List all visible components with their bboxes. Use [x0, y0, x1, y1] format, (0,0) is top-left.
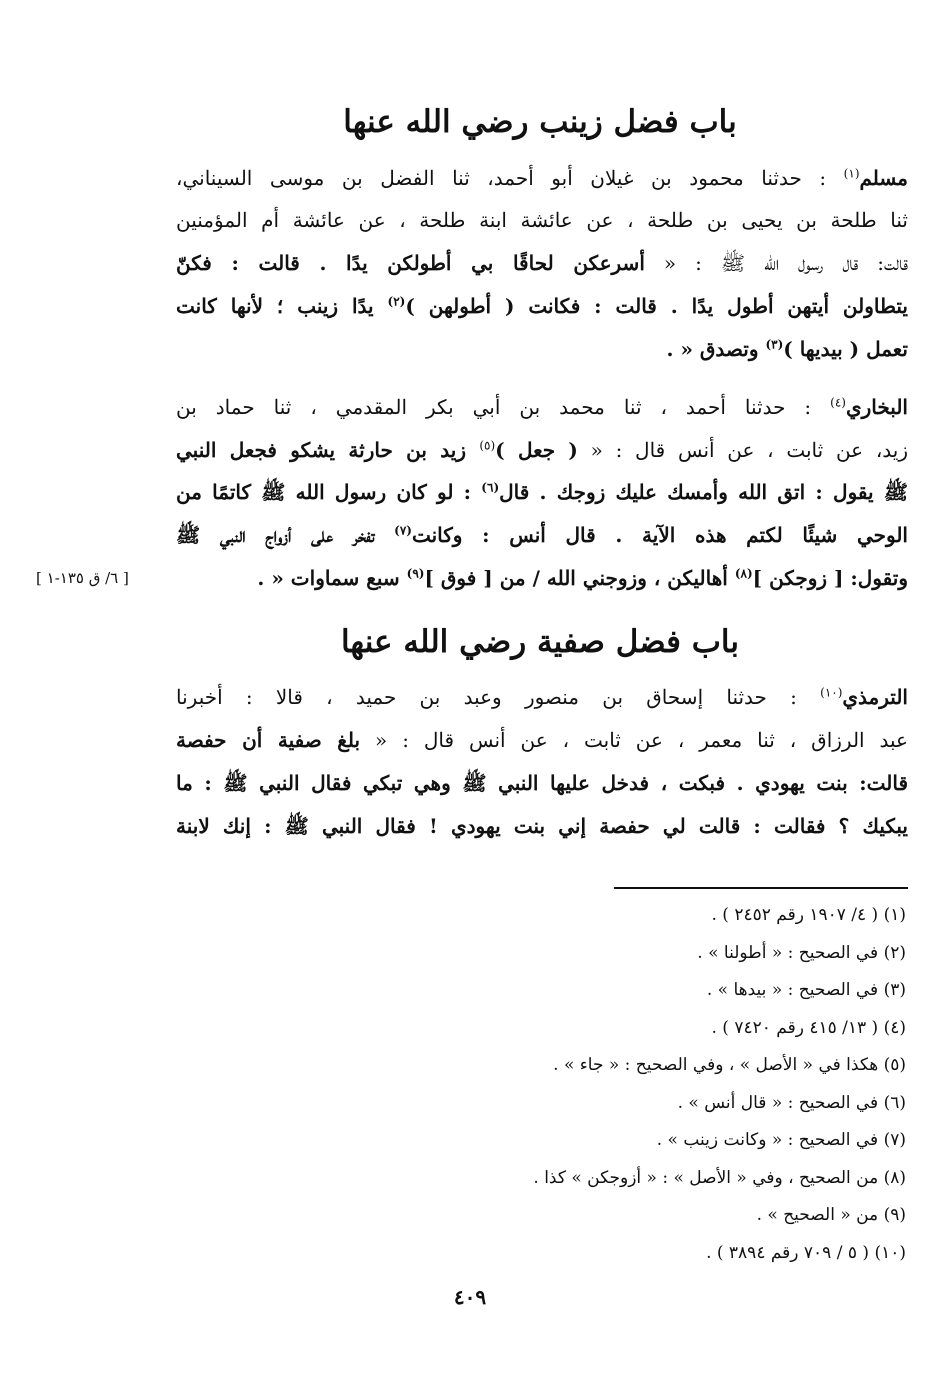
- text-line: [176, 430, 908, 470]
- footnote: (٢) في الصحيح : « أطولنا » .: [697, 943, 906, 963]
- section-heading-safiyya: باب فضل صفية رضي الله عنها: [340, 624, 740, 660]
- footnote: (٥) هكذا في « الأصل » ، وفي الصحيح : « جاء » .: [553, 1055, 906, 1075]
- footnote: (٩) من « الصحيح » .: [756, 1205, 906, 1225]
- text-segment: : حدثنا أحمد ، ثنا محمد بن أبي بكر المقدمي ، ثنا حماد بن: [176, 395, 831, 419]
- footnote: (٦) في الصحيح : « قال أنس » .: [677, 1093, 906, 1113]
- text-line: [176, 558, 908, 598]
- text-line: [176, 243, 908, 283]
- text-line: [176, 720, 908, 760]
- text-line: [176, 806, 908, 846]
- text-segment: ثنا طلحة بن يحيى بن طلحة ، عن عائشة ابنة طلحة ، عن عائشة أم المؤمنين: [176, 208, 908, 232]
- text-line: [176, 677, 908, 717]
- text-segment: زيد، عن ثابت ، عن أنس قال : «: [577, 438, 909, 462]
- narrator-name: مسلم: [859, 166, 908, 190]
- hadith-text: يبكيك ؟ فقالت : قالت لي حفصة إني بنت يهودي ! فقال النبي ﷺ : إنك لابنة: [176, 814, 908, 838]
- text-segment: : حدثنا محمود بن غيلان أبو أحمد، ثنا الفضل بن موسى السيناني،: [176, 166, 844, 190]
- hadith-text: تعمل ( بيديها ): [783, 337, 908, 361]
- footnote: (٧) في الصحيح : « وكانت زينب » .: [656, 1130, 906, 1150]
- footnote-marker: (٦): [481, 480, 500, 495]
- footnote: (٣) في الصحيح : « بيدها » .: [706, 980, 906, 1000]
- hadith-text: زيد بن حارثة يشكو فجعل النبي: [176, 438, 480, 462]
- footnote: (٨) من الصحيح ، وفي « الأصل » : « أزوجكن » كذا .: [533, 1168, 906, 1188]
- footnote-marker: (١٠): [820, 685, 843, 700]
- narrator-name: البخاري: [845, 395, 908, 419]
- text-line: [176, 286, 908, 326]
- text-line: [176, 158, 908, 198]
- text-segment: قالت: قال رسول الله ﷺ : «: [644, 251, 908, 275]
- text-line: [176, 515, 908, 555]
- footnote-marker: (٥): [479, 438, 496, 453]
- hadith-text: أسرعكن لحاقًا بي أطولكن يدًا . قالت : فكنّ: [176, 251, 645, 275]
- hadith-text: بلغ صفية أن حفصة: [176, 728, 361, 752]
- hadith-text: : لو كان رسول الله ﷺ كاتمًا من: [176, 480, 482, 504]
- hadith-text: وتقول: [ زوجكن ]: [752, 566, 908, 590]
- text-segment: : حدثنا إسحاق بن منصور وعبد بن حميد ، قالا : أخبرنا: [176, 685, 821, 709]
- footnote-marker: (٩): [406, 566, 425, 581]
- footnote-marker: (٢): [387, 294, 406, 309]
- manuscript-margin-reference: [ ٦/ ق ١٣٥-١ ]: [36, 569, 129, 587]
- hadith-text: سبع سماوات « .: [257, 566, 407, 590]
- text-line: [176, 387, 908, 427]
- footnote-marker: (٤): [830, 395, 846, 410]
- section-heading-zaynab: باب فضل زينب رضي الله عنها: [343, 104, 737, 140]
- hadith-text: أهاليكن ، وزوجني الله / من [ فوق ]: [424, 566, 735, 590]
- hadith-text: الوحي شيئًا لكتم هذه الآية . قال أنس : وكانت: [411, 523, 908, 547]
- text-line: [176, 329, 908, 369]
- footnote: (١) ( ٤/ ١٩٠٧ رقم ٢٤٥٢ ) .: [711, 905, 906, 925]
- footnote-marker: (٨): [734, 566, 753, 581]
- footnote-divider: [614, 887, 908, 889]
- text-line: [176, 200, 908, 240]
- hadith-text: ﷺ يقول : اتق الله وأمسك عليك زوجك . قال: [499, 480, 908, 504]
- footnote-marker: (٣): [765, 337, 784, 352]
- hadith-text: تفخر على أزواج النبي ﷺ: [176, 523, 395, 547]
- footnote: (١٠) ( ٥ / ٧٠٩ رقم ٣٨٩٤ ) .: [706, 1243, 906, 1263]
- text-line: [176, 763, 908, 803]
- hadith-text: قالت: بنت يهودي . فبكت ، فدخل عليها النبي ﷺ وهي تبكي فقال النبي ﷺ : ما: [176, 771, 908, 795]
- text-line: [176, 472, 908, 512]
- text-segment: عبد الرزاق ، ثنا معمر ، عن ثابت ، عن أنس قال : «: [360, 728, 908, 752]
- hadith-text: وتصدق « .: [666, 337, 766, 361]
- hadith-text: يدًا زينب ؛ لأنها كانت: [176, 294, 388, 318]
- footnote-marker: (٧): [394, 523, 412, 538]
- hadith-text: ( جعل ): [495, 438, 578, 462]
- footnote-marker: (١): [843, 166, 860, 181]
- footnote: (٤) ( ١٣/ ٤١٥ رقم ٧٤٢٠ ) .: [711, 1018, 906, 1038]
- narrator-name: الترمذي: [842, 685, 908, 709]
- hadith-text: يتطاولن أيتهن أطول يدًا . قالت : فكانت ( أطولهن ): [405, 294, 908, 318]
- page-number: ٤٠٩: [453, 1285, 487, 1309]
